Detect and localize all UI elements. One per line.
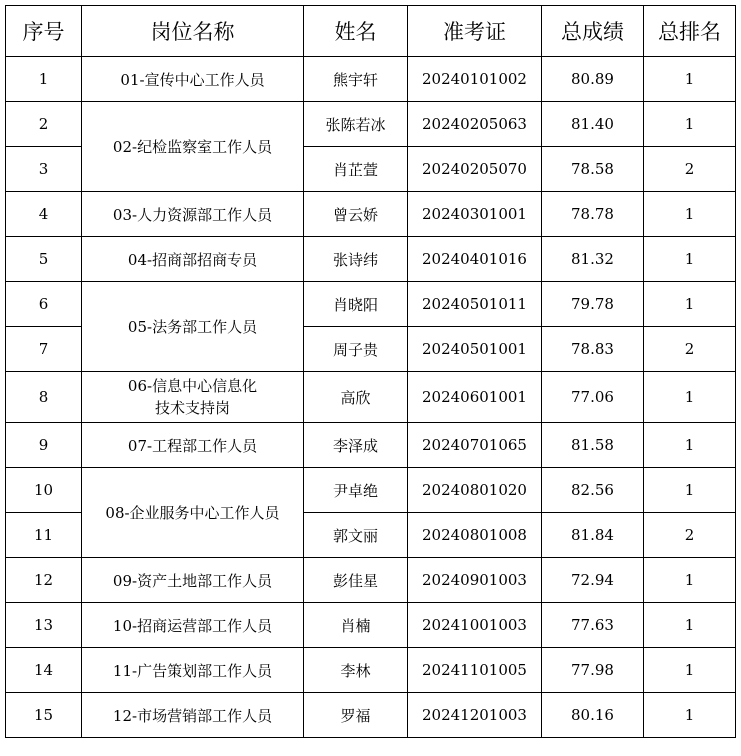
cell-seq: 14 bbox=[6, 648, 82, 693]
cell-seq: 12 bbox=[6, 558, 82, 603]
cell-score: 80.89 bbox=[542, 57, 644, 102]
cell-ticket: 20240701065 bbox=[408, 423, 542, 468]
results-table bbox=[5, 5, 736, 738]
table-row bbox=[6, 468, 736, 513]
cell-ticket: 20240501011 bbox=[408, 282, 542, 327]
cell-ticket: 20240801020 bbox=[408, 468, 542, 513]
cell-ticket: 20240301001 bbox=[408, 192, 542, 237]
cell-name: 肖晓阳 bbox=[304, 282, 408, 327]
cell-seq: 10 bbox=[6, 468, 82, 513]
cell-name: 曾云娇 bbox=[304, 192, 408, 237]
cell-ticket: 20241101005 bbox=[408, 648, 542, 693]
cell-rank: 1 bbox=[644, 192, 736, 237]
cell-position: 10-招商运营部工作人员 bbox=[82, 603, 304, 648]
header-name: 姓名 bbox=[304, 6, 408, 57]
cell-rank: 1 bbox=[644, 603, 736, 648]
cell-name: 李林 bbox=[304, 648, 408, 693]
cell-ticket: 20240601001 bbox=[408, 372, 542, 423]
cell-name: 彭佳星 bbox=[304, 558, 408, 603]
cell-position: 12-市场营销部工作人员 bbox=[82, 693, 304, 738]
header-score: 总成绩 bbox=[542, 6, 644, 57]
cell-position: 01-宣传中心工作人员 bbox=[82, 57, 304, 102]
header-rank: 总排名 bbox=[644, 6, 736, 57]
cell-score: 78.78 bbox=[542, 192, 644, 237]
cell-score: 81.84 bbox=[542, 513, 644, 558]
table-row bbox=[6, 57, 736, 102]
table-row bbox=[6, 558, 736, 603]
table-row bbox=[6, 423, 736, 468]
header-row bbox=[6, 6, 736, 57]
cell-seq: 5 bbox=[6, 237, 82, 282]
cell-ticket: 20241201003 bbox=[408, 693, 542, 738]
cell-name: 李泽成 bbox=[304, 423, 408, 468]
cell-position: 05-法务部工作人员 bbox=[82, 282, 304, 372]
cell-position-line-1: 06-信息中心信息化 bbox=[127, 377, 258, 395]
cell-score: 77.06 bbox=[542, 372, 644, 423]
cell-score: 79.78 bbox=[542, 282, 644, 327]
cell-ticket: 20240205070 bbox=[408, 147, 542, 192]
cell-name: 张诗纬 bbox=[304, 237, 408, 282]
cell-position: 04-招商部招商专员 bbox=[82, 237, 304, 282]
cell-name: 肖楠 bbox=[304, 603, 408, 648]
cell-rank: 1 bbox=[644, 648, 736, 693]
cell-ticket: 20240901003 bbox=[408, 558, 542, 603]
cell-name: 熊宇轩 bbox=[304, 57, 408, 102]
cell-rank: 1 bbox=[644, 372, 736, 423]
cell-seq: 8 bbox=[6, 372, 82, 423]
cell-rank: 1 bbox=[644, 102, 736, 147]
header-seq: 序号 bbox=[6, 6, 82, 57]
cell-name: 肖芷萱 bbox=[304, 147, 408, 192]
cell-rank: 2 bbox=[644, 147, 736, 192]
cell-ticket: 20241001003 bbox=[408, 603, 542, 648]
cell-position: 03-人力资源部工作人员 bbox=[82, 192, 304, 237]
cell-position: 02-纪检监察室工作人员 bbox=[82, 102, 304, 192]
cell-rank: 1 bbox=[644, 558, 736, 603]
cell-seq: 2 bbox=[6, 102, 82, 147]
cell-seq: 7 bbox=[6, 327, 82, 372]
cell-name: 郭文丽 bbox=[304, 513, 408, 558]
cell-seq: 13 bbox=[6, 603, 82, 648]
cell-name: 高欣 bbox=[304, 372, 408, 423]
cell-name: 罗福 bbox=[304, 693, 408, 738]
cell-position: 09-资产土地部工作人员 bbox=[82, 558, 304, 603]
table-row bbox=[6, 237, 736, 282]
cell-ticket: 20240401016 bbox=[408, 237, 542, 282]
cell-seq: 4 bbox=[6, 192, 82, 237]
cell-score: 77.63 bbox=[542, 603, 644, 648]
table-row bbox=[6, 372, 736, 423]
cell-rank: 1 bbox=[644, 237, 736, 282]
table-row bbox=[6, 603, 736, 648]
cell-ticket: 20240101002 bbox=[408, 57, 542, 102]
cell-name: 张陈若冰 bbox=[304, 102, 408, 147]
cell-score: 82.56 bbox=[542, 468, 644, 513]
cell-ticket: 20240801008 bbox=[408, 513, 542, 558]
cell-seq: 9 bbox=[6, 423, 82, 468]
cell-score: 77.98 bbox=[542, 648, 644, 693]
cell-position-line-2: 技术支持岗 bbox=[154, 399, 230, 417]
cell-ticket: 20240205063 bbox=[408, 102, 542, 147]
cell-score: 78.58 bbox=[542, 147, 644, 192]
cell-seq: 15 bbox=[6, 693, 82, 738]
cell-score: 81.58 bbox=[542, 423, 644, 468]
cell-score: 78.83 bbox=[542, 327, 644, 372]
cell-rank: 2 bbox=[644, 327, 736, 372]
table-row bbox=[6, 192, 736, 237]
table-row bbox=[6, 282, 736, 327]
table-row bbox=[6, 693, 736, 738]
cell-rank: 1 bbox=[644, 693, 736, 738]
cell-position: 08-企业服务中心工作人员 bbox=[82, 468, 304, 558]
cell-seq: 3 bbox=[6, 147, 82, 192]
cell-position bbox=[82, 372, 304, 423]
cell-name: 周子贵 bbox=[304, 327, 408, 372]
cell-rank: 1 bbox=[644, 57, 736, 102]
cell-score: 72.94 bbox=[542, 558, 644, 603]
cell-score: 81.40 bbox=[542, 102, 644, 147]
cell-ticket: 20240501001 bbox=[408, 327, 542, 372]
header-position: 岗位名称 bbox=[82, 6, 304, 57]
cell-seq: 6 bbox=[6, 282, 82, 327]
cell-score: 80.16 bbox=[542, 693, 644, 738]
cell-rank: 1 bbox=[644, 282, 736, 327]
cell-rank: 1 bbox=[644, 423, 736, 468]
cell-rank: 1 bbox=[644, 468, 736, 513]
table-row bbox=[6, 102, 736, 147]
cell-seq: 1 bbox=[6, 57, 82, 102]
cell-name: 尹卓绝 bbox=[304, 468, 408, 513]
cell-score: 81.32 bbox=[542, 237, 644, 282]
cell-seq: 11 bbox=[6, 513, 82, 558]
cell-rank: 2 bbox=[644, 513, 736, 558]
table-row bbox=[6, 648, 736, 693]
cell-position: 11-广告策划部工作人员 bbox=[82, 648, 304, 693]
header-ticket: 准考证 bbox=[408, 6, 542, 57]
cell-position: 07-工程部工作人员 bbox=[82, 423, 304, 468]
